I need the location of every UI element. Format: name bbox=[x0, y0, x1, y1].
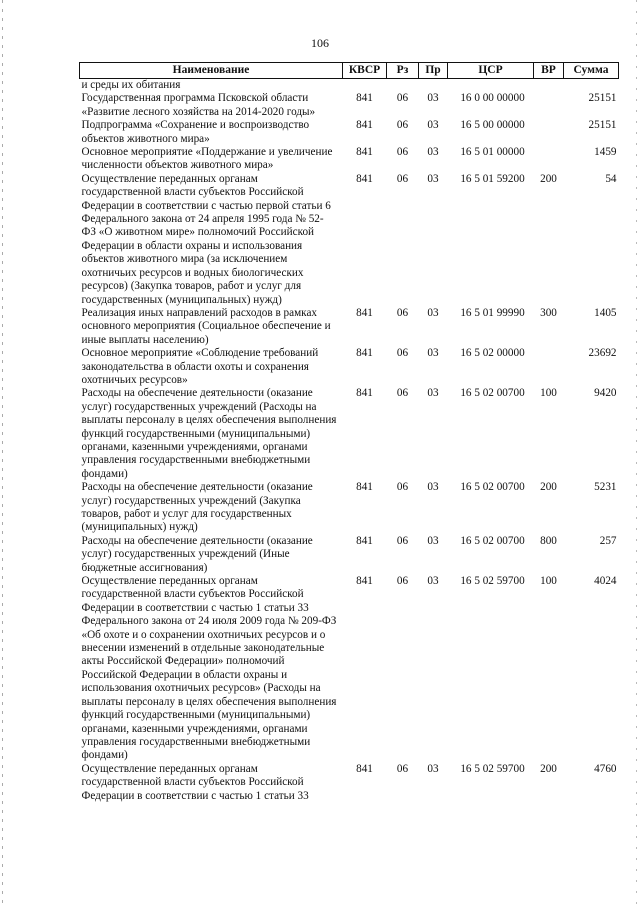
cell-kvsr bbox=[343, 79, 387, 93]
cell-csr bbox=[448, 79, 534, 93]
cell-sum: 5231 bbox=[594, 481, 617, 494]
cell-name: Подпрограмма «Сохранение и воспроизводство объектов животного мира» bbox=[81, 119, 310, 145]
cell-pr bbox=[419, 79, 448, 93]
cell-rz: 06 bbox=[396, 172, 409, 185]
cell-csr: 16 5 02 00700 bbox=[460, 534, 525, 547]
table-row bbox=[80, 347, 619, 387]
cell-rz: 06 bbox=[396, 146, 409, 159]
cell-pr: 03 bbox=[427, 347, 439, 360]
cell-vr: 300 bbox=[540, 306, 557, 319]
cell-pr: 03 bbox=[427, 762, 439, 775]
cell-csr: 16 5 01 59200 bbox=[460, 172, 525, 185]
page-number: 106 bbox=[311, 36, 329, 50]
cell-rz: 06 bbox=[396, 119, 409, 132]
cell-pr: 03 bbox=[427, 146, 439, 159]
cell-name: Осуществление переданных органам государственной власти субъектов Российской Федерации в соответствии с частью 1 статьи 33 Федерального закона от 24 июля 2009 года № 209-ФЗ «Об охоте и о сохранении охотничьих ресурсов и о внесении изменений в отдельные законодательные акты Российской Федерации» полномочий Российской Федерации в области охраны и использования охотничьих ресурсов» (Расходы на выплаты персоналу в целях обеспечения выполнения функций государственными (муниципальными) органами, казенными учреждениями, органами управления государственными внебюджетными фондами) bbox=[81, 575, 337, 762]
cell-kvsr: 841 bbox=[356, 481, 373, 494]
cell-csr: 16 5 02 59700 bbox=[460, 575, 525, 588]
table-row bbox=[80, 92, 619, 119]
cell-vr: 100 bbox=[540, 575, 557, 588]
header-name: Наименование bbox=[80, 63, 343, 79]
table-body bbox=[80, 79, 619, 803]
cell-sum bbox=[564, 79, 619, 93]
cell-kvsr: 841 bbox=[356, 306, 373, 319]
cell-csr: 16 5 02 00700 bbox=[460, 387, 525, 400]
cell-vr: 100 bbox=[540, 387, 557, 400]
cell-rz: 06 bbox=[396, 347, 409, 360]
header-kvsr: КВСР bbox=[343, 63, 387, 79]
cell-pr: 03 bbox=[427, 92, 439, 105]
cell-kvsr: 841 bbox=[356, 172, 373, 185]
cell-vr bbox=[534, 79, 564, 93]
table-row bbox=[80, 307, 619, 347]
header-row bbox=[80, 63, 619, 79]
cell-kvsr: 841 bbox=[356, 347, 373, 360]
cell-name: Государственная программа Псковской области «Развитие лесного хозяйства на 2014-2020 годы» bbox=[81, 92, 316, 118]
cell-name: Основное мероприятие «Поддержание и увеличение численности объектов животного мира» bbox=[81, 146, 333, 172]
cell-sum: 4760 bbox=[594, 762, 617, 775]
scan-edge-right bbox=[636, 0, 637, 905]
cell-kvsr: 841 bbox=[356, 762, 373, 775]
budget-table bbox=[79, 62, 619, 803]
cell-csr: 16 5 00 00000 bbox=[460, 119, 525, 132]
cell-csr: 16 5 01 99990 bbox=[460, 306, 525, 319]
cell-pr: 03 bbox=[427, 172, 439, 185]
cell-rz bbox=[387, 79, 419, 93]
table-row bbox=[80, 575, 619, 763]
cell-pr: 03 bbox=[427, 306, 439, 319]
cell-pr: 03 bbox=[427, 534, 439, 547]
cell-sum: 1405 bbox=[594, 306, 617, 319]
table-row bbox=[80, 763, 619, 803]
cell-rz: 06 bbox=[396, 575, 409, 588]
cell-name: Осуществление переданных органам государственной власти субъектов Российской Федерации в соответствии с частью 1 статьи 33 bbox=[81, 762, 309, 802]
table-row bbox=[80, 146, 619, 173]
cell-vr bbox=[534, 119, 564, 146]
cell-name: и среды их обитания bbox=[81, 79, 181, 91]
cell-vr bbox=[534, 92, 564, 119]
cell-vr: 800 bbox=[540, 534, 557, 547]
cell-sum: 25151 bbox=[588, 119, 617, 132]
table-row bbox=[80, 387, 619, 481]
cell-name: Осуществление переданных органам государственной власти субъектов Российской Федерации в соответствии с частью первой статьи 6 Федерального закона от 24 апреля 1995 года № 52-ФЗ «О животном мире» полномочий Российской Федерации в области охраны и использования объектов животного мира (за исключением охотничьих ресурсов и водных биологических ресурсов) (Закупка товаров, работ и услуг для государственных (муниципальных) нужд) bbox=[81, 172, 331, 306]
cell-vr bbox=[534, 347, 564, 387]
header-csr: ЦСР bbox=[448, 63, 534, 79]
table-row bbox=[80, 173, 619, 307]
cell-pr: 03 bbox=[427, 481, 439, 494]
header-vr: ВР bbox=[534, 63, 564, 79]
table-row bbox=[80, 79, 619, 93]
cell-sum: 257 bbox=[599, 534, 617, 547]
cell-csr: 16 5 02 59700 bbox=[460, 762, 525, 775]
cell-vr: 200 bbox=[540, 481, 557, 494]
cell-rz: 06 bbox=[396, 387, 409, 400]
cell-pr: 03 bbox=[427, 575, 439, 588]
cell-vr bbox=[534, 146, 564, 173]
table-row bbox=[80, 119, 619, 146]
cell-kvsr: 841 bbox=[356, 146, 373, 159]
scan-edge-left bbox=[2, 0, 3, 905]
cell-csr: 16 0 00 00000 bbox=[460, 92, 525, 105]
cell-rz: 06 bbox=[396, 481, 409, 494]
header-pr: Пр bbox=[419, 63, 448, 79]
cell-rz: 06 bbox=[396, 92, 409, 105]
table-row bbox=[80, 535, 619, 575]
cell-csr: 16 5 02 00700 bbox=[460, 481, 525, 494]
cell-kvsr: 841 bbox=[356, 387, 373, 400]
cell-rz: 06 bbox=[396, 306, 409, 319]
cell-kvsr: 841 bbox=[356, 92, 373, 105]
cell-kvsr: 841 bbox=[356, 575, 373, 588]
cell-name: Основное мероприятие «Соблюдение требований законодательства в области охоты и сохранения охотничьих ресурсов» bbox=[81, 347, 319, 386]
cell-pr: 03 bbox=[427, 119, 439, 132]
cell-sum: 9420 bbox=[594, 387, 617, 400]
cell-vr: 200 bbox=[540, 762, 557, 775]
header-rz: Рз bbox=[387, 63, 419, 79]
cell-csr: 16 5 01 00000 bbox=[460, 146, 525, 159]
cell-name: Реализация иных направлений расходов в рамках основного мероприятия (Социальное обеспечение и иные выплаты населению) bbox=[81, 306, 331, 346]
cell-csr: 16 5 02 00000 bbox=[460, 347, 525, 360]
cell-kvsr: 841 bbox=[356, 534, 373, 547]
cell-sum: 23692 bbox=[588, 347, 617, 360]
cell-sum: 1459 bbox=[594, 146, 617, 159]
cell-kvsr: 841 bbox=[356, 119, 373, 132]
cell-name: Расходы на обеспечение деятельности (оказание услуг) государственных учреждений (Иные бюджетные ассигнования) bbox=[81, 534, 313, 574]
cell-rz: 06 bbox=[396, 534, 409, 547]
header-sum: Сумма bbox=[564, 63, 619, 79]
cell-sum: 4024 bbox=[594, 575, 617, 588]
cell-pr: 03 bbox=[427, 387, 439, 400]
table-row bbox=[80, 481, 619, 535]
cell-sum: 54 bbox=[605, 172, 617, 185]
cell-rz: 06 bbox=[396, 762, 409, 775]
cell-name: Расходы на обеспечение деятельности (оказание услуг) государственных учреждений (Расходы на выплаты персоналу в целях обеспечения выполнения функций государственными (муниципальными) органами, казенными учреждениями, органами управления государственными внебюджетными фондами) bbox=[81, 387, 337, 480]
cell-name: Расходы на обеспечение деятельности (оказание услуг) государственных учреждений (Закупка товаров, работ и услуг для государственных (муниципальных) нужд) bbox=[81, 481, 313, 534]
cell-sum: 25151 bbox=[588, 92, 617, 105]
cell-vr: 200 bbox=[540, 172, 557, 185]
